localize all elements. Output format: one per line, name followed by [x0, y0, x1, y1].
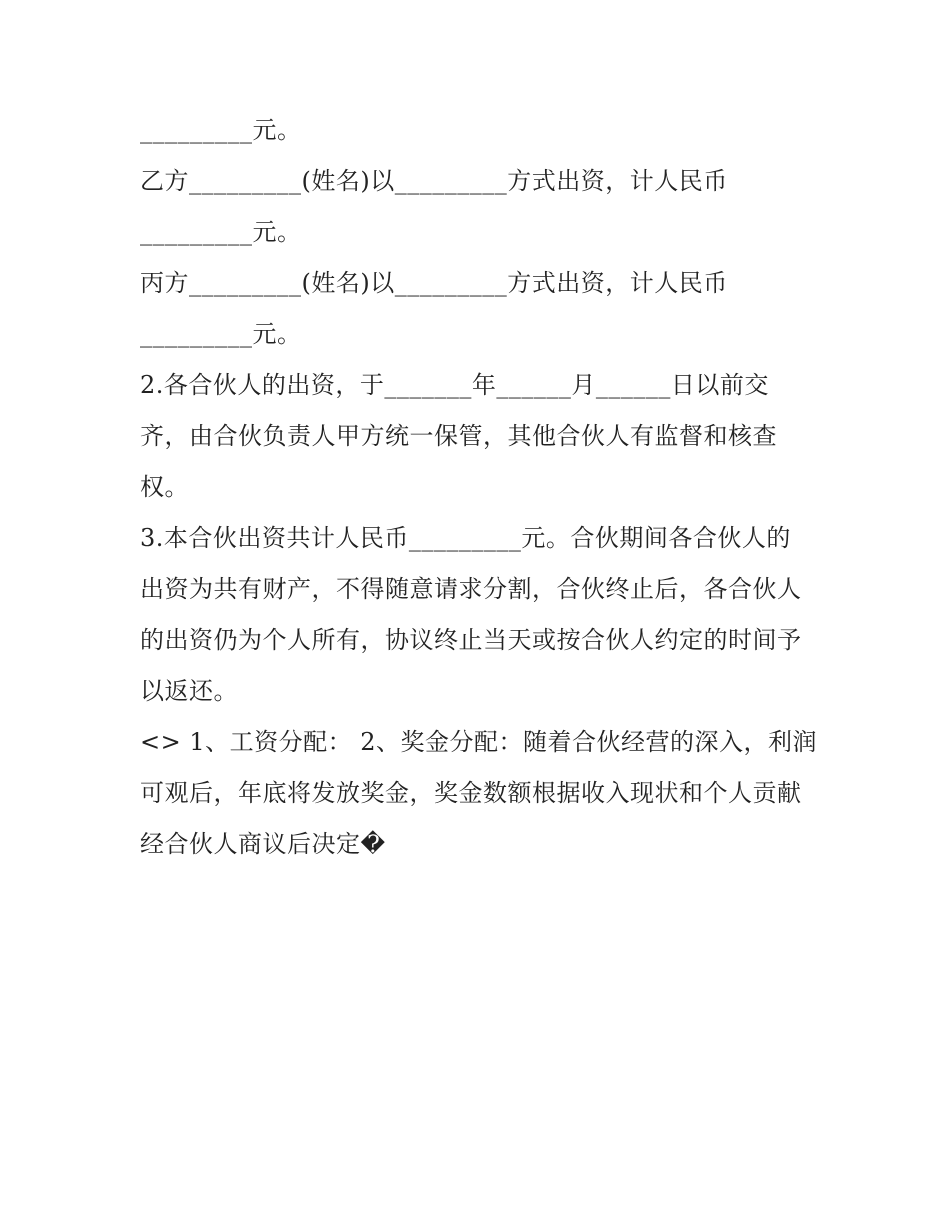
text-line: 经合伙人商议后决定�	[140, 830, 386, 858]
text-line: 丙方_________(姓名)以_________方式出资，计人民币	[140, 269, 728, 297]
text-line: 出资为共有财产，不得随意请求分割，合伙终止后，各合伙人	[140, 575, 802, 603]
text-line: _________元。	[140, 320, 302, 348]
text-line: _________元。	[140, 116, 302, 144]
text-line: 可观后，年底将发放奖金，奖金数额根据收入现状和个人贡献	[140, 779, 802, 807]
text-line: 的出资仍为个人所有，协议终止当天或按合伙人约定的时间予	[140, 626, 802, 654]
text-line: 2.各合伙人的出资，于_______年______月______日以前交	[140, 371, 769, 399]
text-line: <> 1、工资分配： 2、奖金分配：随着合伙经营的深入，利润	[140, 728, 818, 756]
text-line: 乙方_________(姓名)以_________方式出资，计人民币	[140, 167, 728, 195]
text-line: 权。	[140, 473, 189, 501]
text-line: _________元。	[140, 218, 302, 246]
document-body	[140, 105, 820, 870]
text-line: 3.本合伙出资共计人民币_________元。合伙期间各合伙人的	[140, 524, 791, 552]
text-line: 以返还。	[140, 677, 238, 705]
text-line: 齐，由合伙负责人甲方统一保管，其他合伙人有监督和核查	[140, 422, 777, 450]
